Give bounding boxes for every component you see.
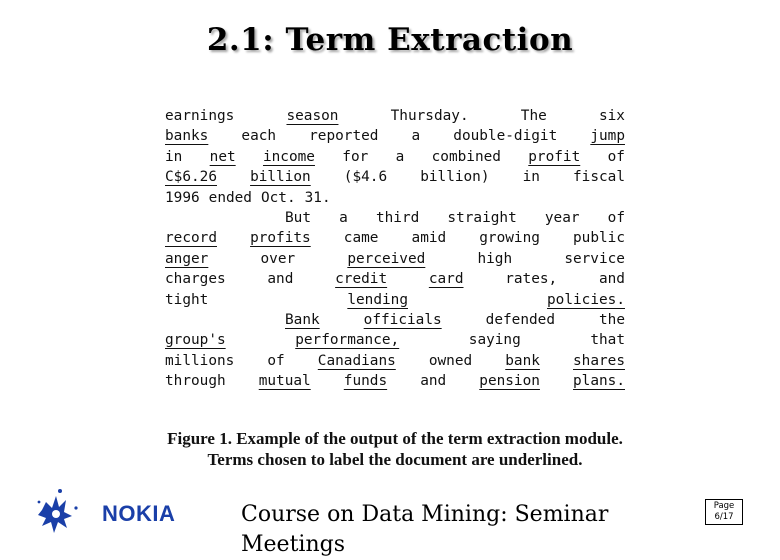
extracted-term: policies. (547, 291, 625, 308)
logo-wordmark: NOKIA (102, 501, 176, 526)
extracted-term: banks (165, 128, 209, 145)
extracted-term: credit (335, 271, 388, 288)
figure-word: six (598, 108, 625, 124)
extracted-term: group's (165, 332, 226, 349)
figure-word: reported (309, 128, 379, 145)
extracted-term: pension (479, 373, 540, 390)
figure-word: earnings (165, 108, 235, 124)
figure-text-line (165, 188, 625, 208)
figure-caption (160, 428, 630, 470)
figure-word: that (590, 332, 625, 349)
extracted-term: bank (505, 352, 540, 369)
figure-text-line (165, 351, 625, 371)
caption-rest-text: Terms chosen to label the document are underlined. (207, 450, 583, 469)
figure-word: in (522, 169, 540, 186)
figure-word: saying (468, 332, 521, 349)
nokia-logo (36, 488, 206, 536)
figure-word: amid (411, 230, 447, 247)
figure-text-line (165, 167, 625, 187)
figure-text-line (165, 371, 625, 391)
extracted-term: anger (165, 250, 209, 267)
extracted-term: Canadians (317, 352, 396, 369)
figure-word: year (544, 209, 580, 226)
figure-word: tight (165, 291, 209, 308)
figure-word: rates, (505, 271, 558, 288)
figure-word: for (342, 148, 369, 165)
figure-word: came (343, 230, 379, 247)
page-indicator (705, 499, 743, 525)
figure-text-line (165, 310, 625, 330)
figure-word: 1996 (165, 189, 200, 206)
figure-word: 31. (304, 189, 331, 206)
figure-word: third (375, 209, 420, 226)
figure-word: growing (479, 230, 540, 247)
figure-word: billion) (420, 169, 490, 186)
extracted-term: shares (573, 352, 625, 369)
extracted-term: record (165, 230, 217, 247)
figure-text-line (165, 228, 625, 248)
figure-word: service (564, 250, 625, 267)
figure-text-line (165, 269, 625, 289)
extracted-term: billion (250, 169, 311, 186)
figure-text-line (165, 330, 625, 350)
figure-word: public (573, 230, 625, 247)
figure-text-line (165, 147, 625, 167)
figure-word: through (165, 373, 226, 390)
slide-title: 2.1: Term Extraction (206, 22, 574, 58)
figure-word: over (260, 250, 296, 267)
extracted-term: profits (250, 230, 311, 247)
figure-word: the (599, 311, 625, 328)
figure-word: of (607, 148, 625, 165)
figure-word: fiscal (573, 169, 625, 186)
figure-word: But (285, 209, 311, 226)
extracted-term: mutual (258, 373, 311, 390)
page-label: Page (713, 501, 735, 511)
figure-word: charges (165, 271, 226, 288)
figure-word: and (267, 271, 294, 288)
scanned-figure-text (165, 106, 625, 391)
figure-text-line (165, 106, 625, 126)
figure-text-line (165, 208, 625, 228)
helsinki-uni-crest-icon (38, 489, 78, 533)
figure-word: double-digit (453, 128, 558, 145)
extracted-term: net (209, 148, 236, 165)
figure-word: straight (447, 209, 517, 226)
extracted-term: lending (347, 291, 408, 308)
extracted-term: Bank (285, 311, 320, 328)
figure-word: of (267, 352, 285, 369)
extracted-term: profit (528, 148, 581, 165)
extracted-term: card (428, 271, 464, 288)
figure-word: Thursday. (390, 108, 469, 124)
figure-word: high (477, 250, 513, 267)
figure-text-line (165, 249, 625, 269)
figure-word: combined (431, 148, 501, 165)
caption-bold-text: Figure 1. Example of the output of the term extraction module. (167, 429, 623, 448)
figure-word: millions (165, 352, 235, 369)
extracted-term: performance, (295, 332, 400, 349)
figure-word: a (339, 209, 348, 226)
figure-text-line (165, 126, 625, 146)
figure-word: a (395, 148, 405, 165)
figure-word: and (420, 373, 447, 390)
figure-word: and (598, 271, 625, 288)
extracted-term: funds (343, 373, 388, 390)
extracted-term: C$6.26 (165, 169, 217, 186)
extracted-term: season (286, 108, 339, 124)
figure-word: each (241, 128, 277, 145)
figure-word: a (411, 128, 421, 145)
figure-word: ended (208, 189, 252, 206)
page-number: 6/17 (714, 512, 734, 522)
figure-word: in (165, 148, 183, 165)
extracted-term: plans. (573, 373, 625, 390)
figure-word: ($4.6 (343, 169, 388, 186)
extracted-term: perceived (347, 250, 426, 267)
extracted-term: officials (363, 311, 442, 328)
figure-word: Oct. (260, 189, 296, 206)
extracted-term: income (262, 148, 315, 165)
figure-text-line (165, 290, 625, 310)
figure-word: defended (485, 311, 555, 328)
figure-word: of (607, 209, 625, 226)
figure-word: The (520, 108, 547, 124)
extracted-term: jump (590, 128, 625, 145)
figure-word: owned (428, 352, 473, 369)
course-title: Course on Data Mining: Seminar Meetings (241, 502, 609, 557)
